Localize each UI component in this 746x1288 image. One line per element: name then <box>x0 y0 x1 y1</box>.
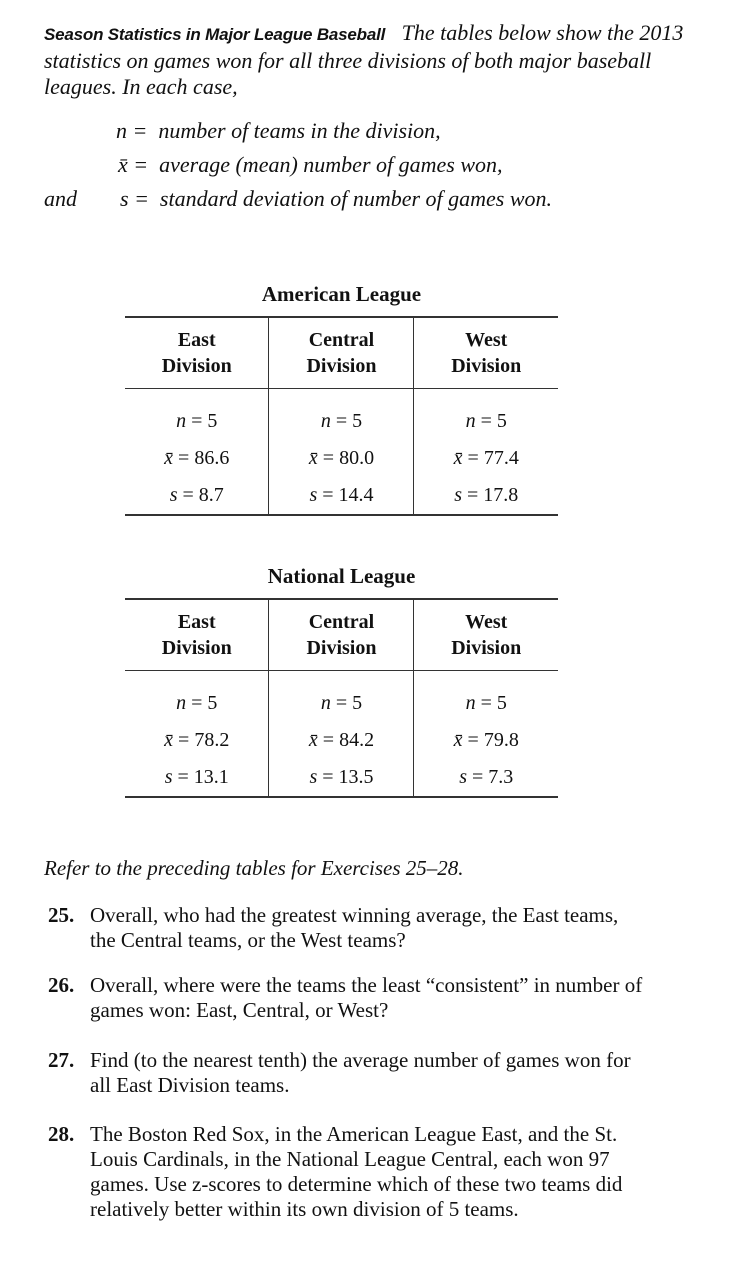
exercise-number: 27. <box>48 1048 75 1072</box>
east-division-header: East Division <box>125 599 269 671</box>
exercise-number: 26. <box>48 973 75 997</box>
east-division-header: East Division <box>125 317 269 389</box>
definition-sd: s = standard deviation of number of games won. <box>120 186 553 211</box>
exercise-number: 25. <box>48 903 75 927</box>
table-row <box>125 671 558 798</box>
west-division-header: West Division <box>414 599 558 671</box>
intro-paragraph <box>44 20 704 100</box>
central-division-stats: n = 5 x̄ = 80.0 s = 14.4 <box>269 389 414 516</box>
american-league-table <box>125 316 558 516</box>
american-league-title: American League <box>261 282 422 306</box>
east-division-stats: n = 5 x̄ = 86.6 s = 8.7 <box>125 389 269 516</box>
intro-text: The tables below show the 2013 statistics on games won for all three divisions of both major baseball leagues. In each case, <box>44 20 684 99</box>
national-league-table <box>125 598 558 798</box>
exercise-reference: Refer to the preceding tables for Exercises 25–28. <box>44 856 464 880</box>
east-division-stats: n = 5 x̄ = 78.2 s = 13.1 <box>125 671 269 798</box>
exercise-26 <box>48 973 648 1023</box>
exercise-text: Overall, who had the greatest winning average, the East teams, the Central teams, or the West teams? <box>90 903 619 952</box>
central-division-header: Central Division <box>269 599 414 671</box>
exercise-27 <box>48 1048 648 1098</box>
definition-symbol: x̄ <box>118 152 128 177</box>
national-league-title: National League <box>267 564 416 588</box>
table-row <box>125 389 558 516</box>
definition-text: average (mean) number of games won, <box>159 152 503 177</box>
central-division-header: Central Division <box>269 317 414 389</box>
exercise-text: Find (to the nearest tenth) the average number of games won for all East Division teams. <box>90 1048 631 1097</box>
exercise-text: Overall, where were the teams the least “consistent” in number of games won: East, Central, or West? <box>90 973 643 1022</box>
definition-n: n = number of teams in the division, <box>116 118 441 143</box>
section-heading: Season Statistics in Major League Baseball <box>44 25 386 44</box>
definition-text: number of teams in the division, <box>158 118 441 143</box>
definition-symbol: n <box>116 118 127 143</box>
west-division-stats: n = 5 x̄ = 79.8 s = 7.3 <box>414 671 558 798</box>
exercise-text: The Boston Red Sox, in the American League East, and the St. Louis Cardinals, in the National League Central, each won 97 games. Use z-scores to determine which of these two teams did relatively better within its own division of 5 teams. <box>90 1122 623 1221</box>
central-division-stats: n = 5 x̄ = 84.2 s = 13.5 <box>269 671 414 798</box>
west-division-header: West Division <box>414 317 558 389</box>
definition-mean: x̄ = average (mean) number of games won, <box>118 152 503 177</box>
exercise-28 <box>48 1122 648 1222</box>
and-word: and <box>44 186 77 211</box>
exercise-number: 28. <box>48 1122 75 1146</box>
definition-symbol: s <box>120 186 129 211</box>
definition-text: standard deviation of number of games won. <box>159 186 553 211</box>
exercise-25 <box>48 903 648 953</box>
west-division-stats: n = 5 x̄ = 77.4 s = 17.8 <box>414 389 558 516</box>
